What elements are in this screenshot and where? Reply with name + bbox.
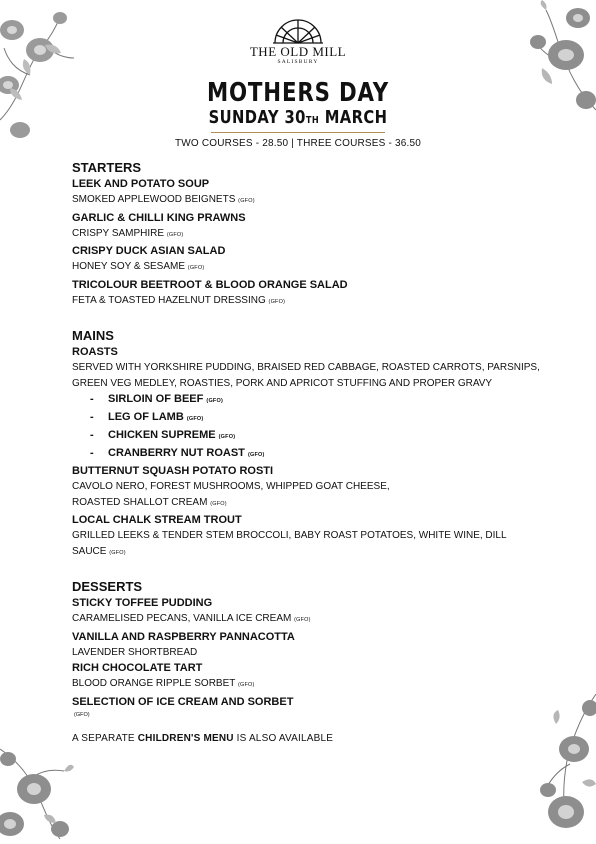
dish-description: CAVOLO NERO, FOREST MUSHROOMS, WHIPPED GOAT CHEESE, ROASTED SHALLOT CREAM (GFO) (72, 481, 390, 508)
event-date: SUNDAY 30TH MARCH (208, 107, 388, 128)
dish-name: GARLIC & CHILLI KING PRAWNS (72, 211, 246, 224)
dish-name: STICKY TOFFEE PUDDING (72, 597, 213, 609)
gfo-tag: (GFO) (247, 452, 265, 458)
dish-description: FETA & TOASTED HAZELNUT DRESSING (GFO) (72, 294, 286, 306)
menu-item (72, 512, 542, 561)
menu-item (72, 629, 542, 661)
menu-header (0, 18, 596, 151)
dish-description: BLOOD ORANGE RIPPLE SORBET (GFO) (72, 678, 255, 689)
mill-wheel-logo-icon (272, 18, 324, 44)
gfo-tag: (GFO) (268, 298, 286, 305)
menu-item (72, 210, 542, 244)
dish-name: RICH CHOCOLATE TART (72, 662, 203, 674)
gfo-tag: (GFO) (206, 398, 223, 404)
gfo-tag: (GFO) (238, 198, 255, 204)
gfo-tag: (GFO) (74, 711, 90, 718)
gfo-tag: (GFO) (218, 434, 236, 440)
dish-description: GRILLED LEEKS & TENDER STEM BROCCOLI, BABY ROAST POTATOES, WHITE WINE, DILL SAUCE (GFO) (72, 530, 507, 557)
floral-decoration-bottom-right-icon (536, 694, 596, 844)
section-title-desserts: DESSERTS (72, 579, 143, 594)
list-item: - CHICKEN SUPREME (GFO) (90, 429, 236, 441)
gfo-tag: (GFO) (109, 549, 126, 556)
menu-item (72, 176, 542, 210)
childrens-menu-note: A SEPARATE CHILDREN'S MENU IS ALSO AVAILABLE (72, 732, 334, 744)
menu-item (72, 694, 542, 720)
menu-item (72, 243, 542, 277)
gfo-tag: (GFO) (186, 416, 204, 422)
dish-description: LAVENDER SHORTBREAD (72, 646, 198, 658)
list-item: - LEG OF LAMB (GFO) (90, 411, 204, 423)
dish-name: CRISPY DUCK ASIAN SALAD (72, 245, 226, 257)
section-gap (72, 561, 542, 579)
section-title-mains: MAINS (72, 328, 114, 343)
brand-location: SALISBURY (277, 59, 319, 65)
menu-item (72, 463, 542, 512)
course-prices: TWO COURSES - 28.50 | THREE COURSES - 36.50 (174, 138, 422, 149)
dish-name: LEEK AND POTATO SOUP (72, 178, 210, 190)
section-gap (72, 310, 542, 328)
title-underline (211, 132, 385, 133)
floral-decoration-bottom-left-icon (0, 729, 75, 844)
dish-name: BUTTERNUT SQUASH POTATO ROSTI (72, 465, 274, 477)
dish-name: SELECTION OF ICE CREAM AND SORBET (72, 695, 294, 708)
brand-name: THE OLD MILL (249, 44, 347, 59)
menu-item (72, 660, 542, 694)
menu-item (72, 344, 542, 463)
section-title-starters: STARTERS (72, 160, 142, 175)
event-title: MOTHERS DAY (206, 78, 390, 108)
gfo-tag: (GFO) (166, 231, 184, 238)
menu-body (72, 160, 542, 746)
gfo-tag: (GFO) (237, 682, 255, 688)
gfo-tag: (GFO) (187, 265, 205, 271)
dish-name: ROASTS (72, 346, 118, 358)
gfo-tag: (GFO) (294, 617, 311, 623)
dish-description: CRISPY SAMPHIRE (GFO) (72, 227, 184, 239)
dish-name: LOCAL CHALK STREAM TROUT (72, 514, 242, 526)
menu-item (72, 595, 542, 629)
dish-description: CARAMELISED PECANS, VANILLA ICE CREAM (GFO) (72, 613, 311, 624)
dish-name: TRICOLOUR BEETROOT & BLOOD ORANGE SALAD (72, 278, 348, 291)
dish-description: SERVED WITH YORKSHIRE PUDDING, BRAISED RED CABBAGE, ROASTED CARROTS, PARSNIPS, GREEN VEG MEDLEY, ROASTIES, PORK AND APRICOT STUFFING AND PROPER GRAVY (72, 362, 540, 389)
roast-options-list (72, 391, 542, 463)
dish-name: VANILLA AND RASPBERRY PANNACOTTA (72, 630, 295, 643)
menu-item (72, 277, 542, 311)
list-item: - SIRLOIN OF BEEF (GFO) (90, 393, 223, 405)
gfo-tag: (GFO) (210, 500, 227, 507)
list-item: - CRANBERRY NUT ROAST (GFO) (90, 447, 265, 459)
dish-description: SMOKED APPLEWOOD BEIGNETS (GFO) (72, 194, 255, 205)
dish-description: HONEY SOY & SESAME (GFO) (72, 261, 205, 272)
